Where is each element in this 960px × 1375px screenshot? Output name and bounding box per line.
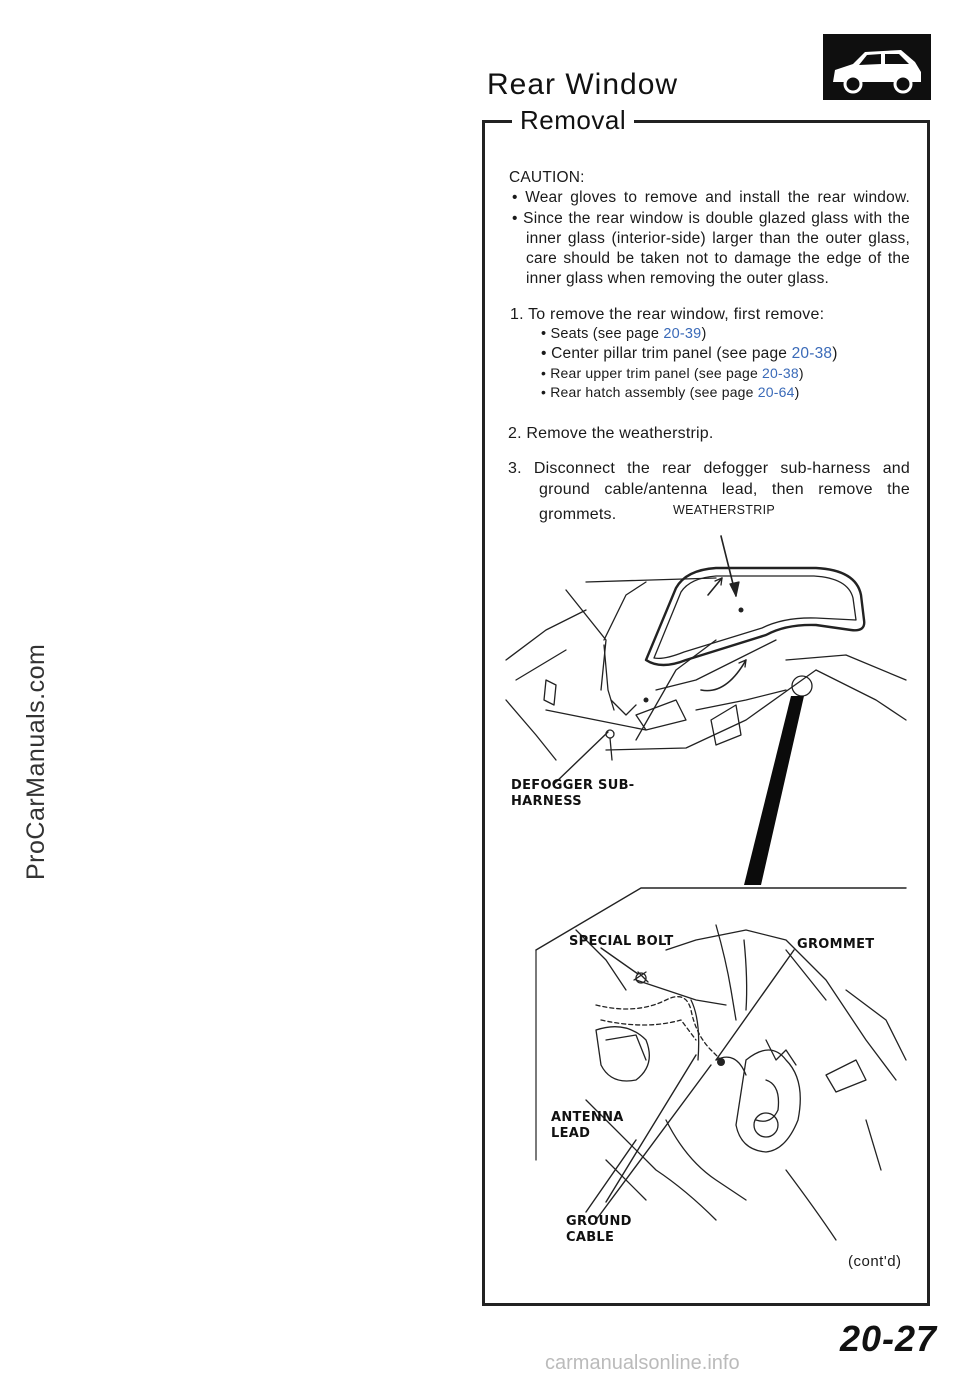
- step-2: 2. Remove the weatherstrip.: [508, 425, 714, 442]
- page-title: Rear Window: [487, 68, 679, 101]
- car-silhouette-icon: [823, 34, 931, 100]
- rear-window-illustration: [486, 520, 926, 1300]
- callout-antenna-lead: ANTENNA LEAD: [551, 1110, 624, 1141]
- side-watermark: ProCarManuals.com: [22, 643, 50, 880]
- callout-special-bolt: SPECIAL BOLT: [569, 934, 674, 949]
- section-heading: Removal: [512, 105, 634, 136]
- step-3-line: 3. Disconnect the rear defogger sub-harness and: [508, 460, 910, 477]
- page-number: 20-27: [840, 1318, 938, 1359]
- callout-weatherstrip: WEATHERSTRIP: [673, 503, 775, 517]
- page-ref-link[interactable]: 20-38: [762, 365, 799, 381]
- caution-bullet-2-line: inner glass when removing the outer glass.: [526, 270, 830, 287]
- callout-defogger-sub-harness: DEFOGGER SUB- HARNESS: [511, 778, 635, 809]
- caution-bullet-2-line: • Since the rear window is double glazed glass with the: [512, 210, 910, 227]
- caution-bullet-2-line: inner glass (interior-side) larger than the outer glass,: [526, 230, 910, 247]
- page-ref-link[interactable]: 20-64: [757, 384, 795, 400]
- page-ref-link[interactable]: 20-39: [663, 326, 702, 342]
- page-ref-link[interactable]: 20-38: [791, 345, 833, 362]
- step-3-line: grommets.: [539, 506, 617, 523]
- footer-watermark: carmanualsonline.info: [545, 1352, 740, 1374]
- callout-ground-cable: GROUND CABLE: [566, 1214, 632, 1245]
- caution-bullet-1: • Wear gloves to remove and install the rear window.: [512, 189, 910, 206]
- step-3-line: ground cable/antenna lead, then remove the: [539, 481, 910, 498]
- caution-bullet-2-line: care should be taken not to damage the edge of the: [526, 250, 910, 267]
- step-1-item: • Seats (see page 20-39): [541, 326, 707, 342]
- callout-grommet: GROMMET: [797, 937, 875, 952]
- continued-note: (cont'd): [848, 1253, 902, 1270]
- caution-heading: CAUTION:: [509, 169, 585, 186]
- step-1-item: • Rear hatch assembly (see page 20-64): [541, 384, 800, 400]
- step-1-item: • Rear upper trim panel (see page 20-38): [541, 365, 804, 381]
- step-1-item: • Center pillar trim panel (see page 20-38): [541, 345, 838, 362]
- step-1: 1. To remove the rear window, first remove:: [510, 306, 825, 323]
